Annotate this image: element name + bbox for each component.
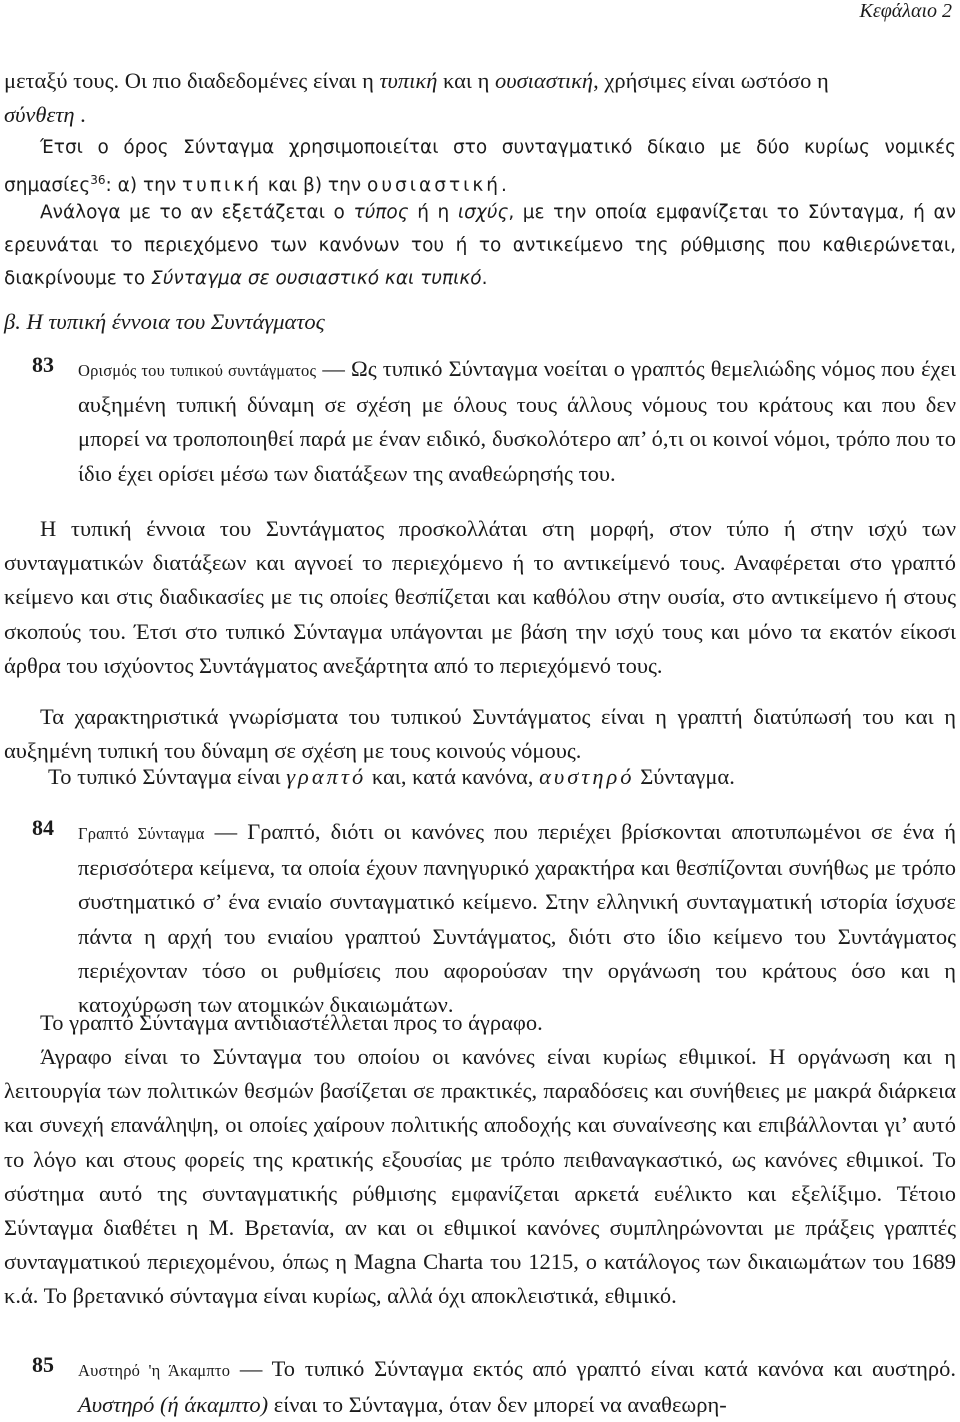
italic-term: σύνθετη: [4, 102, 75, 128]
spaced-term: αυστηρό: [539, 764, 635, 789]
paragraph-84: [78, 815, 956, 1022]
text-run: —: [316, 356, 351, 381]
spaced-term: γραπτό: [286, 764, 367, 789]
text-run: Το γραπτό Σύνταγμα αντιδιαστέλλεται προς το άγραφο.: [40, 1010, 543, 1035]
spaced-term: ουσιαστική: [367, 175, 501, 197]
paragraph-heading: Ορισμός του τυπικού συντάγματος: [78, 361, 317, 380]
margin-number-83: 83: [32, 352, 54, 377]
text-run: .: [500, 175, 507, 197]
text-run: : α) την: [105, 175, 183, 197]
paragraph-heading: Γραπτό Σύνταγμα: [78, 824, 205, 843]
text-run: .: [481, 268, 488, 289]
text-run: Τα χαρακτηριστικά γνωρίσματα του τυπικού Συντάγματος είναι η γραπτή διατύπωσή του και η αυξημένη τυπική του δύναμη σε σχέση με τους κοινούς νόμους.: [4, 704, 956, 764]
text-run: —: [204, 819, 248, 844]
section-title: β. Η τυπική έννοια του Συντάγματος: [4, 309, 325, 334]
paragraph-83-4: [48, 760, 956, 794]
paragraph-83: [78, 352, 956, 491]
text-run: —: [230, 1356, 272, 1381]
text-run: Το τυπικό Σύνταγμα είναι: [48, 764, 287, 789]
text-run: Η τυπική έννοια του Συντάγματος προσκολλάται στη μορφή, στον τύπο ή στην ισχύ των συνταγματικών διατάξεων και αγνοεί το περιεχόμενο ή το αντικείμενό τους. Αναφέρεται στο γραπτό κείμενο και στις διαδικασίες με τις οποίες θεσπίζεται και καθόλου στην ουσία, στο αντικείμενο ή στους σκοπούς του. Έτσι στο τυπικό Σύνταγμα υπάγονται με βάση την ισχύ τους και μόνο τα εκατόν είκοσι άρθρα του ισχύοντος Συντάγματος ανεξάρτητα από το περιεχόμενό τους.: [4, 516, 956, 678]
paragraph-84-3: [4, 1040, 956, 1314]
paragraph-85: [78, 1352, 956, 1422]
italic-term: ισχύς: [457, 202, 509, 223]
text-run: Το τυπικό Σύνταγμα εκτός από γραπτό είναι κατά κανόνα και αυστηρό.: [271, 1356, 957, 1381]
italic-term: Σύνταγμα σε ουσιαστικό και τυπικό: [151, 268, 482, 289]
intro-paragraph-3: [4, 196, 956, 295]
text-run: και β) την: [261, 175, 368, 197]
spaced-term: τυπική: [182, 175, 262, 197]
intro-paragraph-1: [4, 64, 956, 132]
text-run: , με την οποία εμφανίζεται το Σύνταγμα, ή αν ερευνάται το περιεχόμενο των κανόνων του ή το αντικείμενο της ρύθμισης που καθιερώνεται, διακρίνουμε το: [4, 202, 956, 289]
text-run: ή η: [408, 202, 458, 223]
text-run: Έτσι ο όρος Σύνταγμα χρησιμοποιείται στο συνταγματικό δίκαιο με δύο κυρίως νομικές σημασίες: [4, 137, 956, 197]
italic-term: ουσιαστική: [495, 68, 594, 93]
paragraph-heading: Αυστηρό 'η Άκαμπτο: [78, 1361, 231, 1380]
text-run: Σύνταγμα.: [634, 764, 735, 789]
text-run: , χρήσιμες είναι ωστόσο η: [593, 68, 829, 93]
italic-term: τυπική: [379, 68, 438, 93]
text-run: Ανάλογα με το αν εξετάζεται ο: [40, 202, 354, 223]
text-run: .: [74, 102, 86, 128]
italic-term: Αυστηρό (ή άκαμπτο): [78, 1392, 269, 1418]
paragraph-83-2: [4, 512, 956, 683]
paragraph-84-2: [4, 1006, 956, 1040]
text-run: είναι το Σύνταγμα, όταν δεν μπορεί να αναθεωρη-: [268, 1392, 727, 1418]
margin-number-84: 84: [32, 815, 54, 840]
margin-number-85: 85: [32, 1352, 54, 1377]
text-run: και, κατά κανόνα,: [366, 764, 540, 789]
running-header: Κεφάλαιο 2: [859, 0, 952, 22]
intro-paragraph-2: [4, 132, 956, 202]
footnote-ref[interactable]: 36: [90, 173, 106, 187]
text-run: Ως τυπικό Σύνταγμα νοείται ο γραπτός θεμελιώδης νόμος που έχει αυξημένη τυπική δύναμη σε σχέση με όλους τους άλλους νόμους του κράτους και που δεν μπορεί να τροποποιηθεί παρά με έναν ειδικό, δυσκολότερο απ’ ό,τι οι κοινοί νόμοι, τρόπο που το ίδιο έχει ορίσει μέσω των διατάξεων της αναθεώρησής του.: [78, 356, 957, 486]
text-run: Άγραφο είναι το Σύνταγμα του οποίου οι κανόνες είναι κυρίως εθιμικοί. Η οργάνωση και η λειτουργία των πολιτικών θεσμών βασίζεται σε πρακτικές, παραδόσεις και συνήθειες με μακρά διάρκεια και συνεχή επανάληψη, οι οποίες χαίρουν πολιτικής αποδοχής και συναίνεσης και επιβάλλονται γι’ αυτό το λόγο και στους φορείς της κρατικής εξουσίας με τρόπο πειθαναγκαστικό, ως κανόνες εθιμικοί. Το σύστημα αυτό της συνταγματικής ρύθμισης εμφανίζεται αρκετά ευέλικτο και εξελίξιμο. Τέτοιο Σύνταγμα διαθέτει η Μ. Βρετανία, αν και οι εθιμικοί κανόνες συμπληρώνονται με πράξεις γραπτές συνταγματικού περιεχομένου, όπως η Magna Charta του 1215, ο κατάλογος των δικαιωμάτων του 1689 κ.ά. Το βρετανικό σύνταγμα είναι κυρίως, αλλά όχι αποκλειστικά, εθιμικό.: [4, 1044, 956, 1309]
italic-term: τύπος: [353, 202, 409, 223]
paragraph-83-3: [4, 700, 956, 768]
text-run: μεταξύ τους. Οι πιο διαδεδομένες είναι η: [4, 68, 380, 93]
text-run: και η: [437, 68, 495, 93]
text-run: Γραπτό, διότι οι κανόνες που περιέχει βρίσκονται αποτυπωμένοι σε ένα ή περισσότερα κείμενα, τα οποία έχουν πανηγυρικό χαρακτήρα και θεσπίζονται συνήθως με τρόπο συστηματικό σ’ ένα ενιαίο συνταγματικό κείμενο. Στην ελληνική συνταγματική ιστορία ίσχυσε πάντα η αρχή του ενιαίου γραπτού Συντάγματος, διότι στο ίδιο κείμενο του Συντάγματος περιέχονταν τόσο οι ρυθμίσεις που αφορούσαν την οργάνωση του κράτους όσο και η κατοχύρωση των ατομικών δικαιωμάτων.: [78, 819, 957, 1018]
